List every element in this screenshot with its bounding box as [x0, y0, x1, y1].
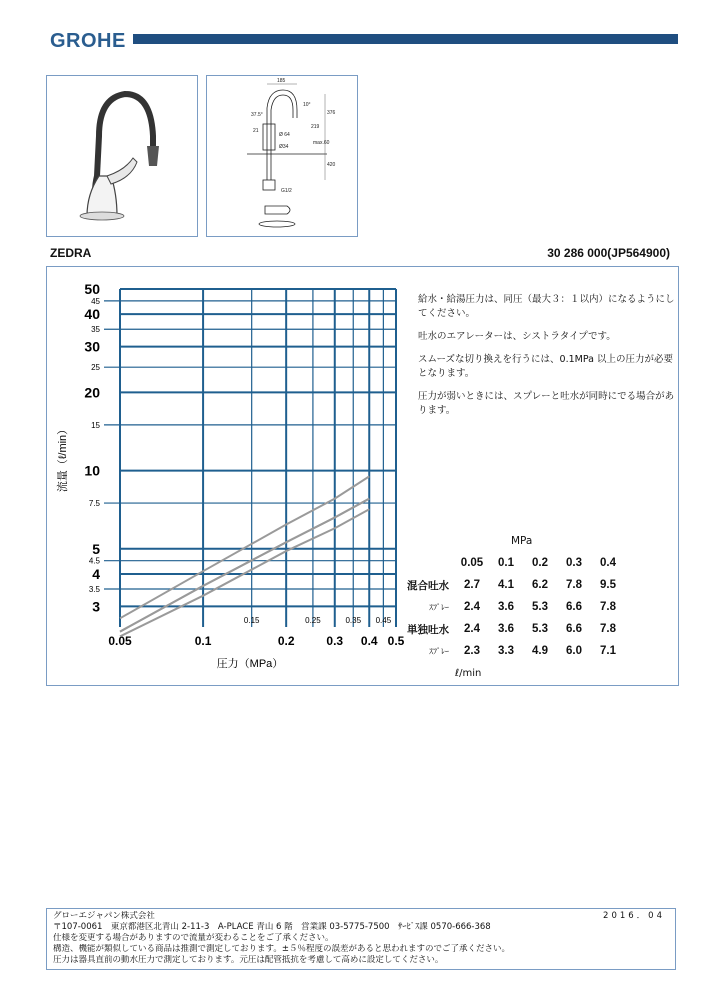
table-cell: 4.1	[498, 579, 514, 591]
dim-label: 10°	[303, 102, 311, 108]
y-tick-label: 3	[92, 598, 100, 615]
table-cell: 6.0	[566, 645, 582, 657]
table-cell: 3.3	[498, 645, 514, 657]
footer-note: 構造、機能が類似している商品は推測で測定しております。±５％程度の誤差があると思われますのでご了承ください。	[53, 944, 510, 954]
footer-note: 圧力は器具直前の動水圧力で測定しております。元圧は配管抵抗を考慮して高めに設定してください。	[53, 955, 444, 965]
table-cell: 5.3	[532, 601, 548, 613]
y-tick-label: 5	[92, 540, 100, 557]
table-cell: 4.9	[532, 645, 548, 657]
x-tick-label: 0.05	[108, 634, 132, 648]
technical-drawing	[206, 75, 358, 237]
note-item: 圧力が弱いときには、スプレーと吐水が同時にでる場合があります。	[418, 391, 675, 416]
x-minor-tick-label: 0.25	[305, 616, 321, 625]
row-label: 混合吐水	[407, 579, 449, 592]
x-tick-label: 0.2	[277, 634, 295, 648]
dim-label: 376	[327, 110, 336, 116]
dim-label: 420	[327, 162, 336, 168]
x-minor-tick-label: 0.35	[345, 616, 362, 625]
grohe-logo: GROHE	[50, 30, 126, 52]
table-pressure-header: 0.05	[460, 557, 484, 569]
table-cell: 6.6	[566, 623, 582, 635]
y-minor-tick-label: 35	[91, 325, 100, 335]
part-number: 30 286 000(JP564900)	[547, 246, 670, 260]
y-minor-tick-label: 25	[91, 363, 100, 373]
note-item: 給水・給湯圧力は、同圧（最大３：１以内）になるようにしてください。	[418, 294, 675, 319]
table-cell: 5.3	[532, 623, 548, 635]
table-cell: 2.3	[464, 645, 480, 657]
table-unit-mpa: MPa	[511, 535, 533, 547]
table-cell: 6.2	[532, 579, 548, 591]
dimension-drawing-icon	[207, 76, 357, 236]
table-cell: 3.6	[498, 623, 514, 635]
table-pressure-header: 0.4	[600, 557, 616, 569]
y-minor-tick-label: 45	[91, 296, 100, 306]
table-pressure-header: 0.2	[532, 557, 548, 569]
y-axis-label: 流量（ℓ/min）	[57, 423, 69, 493]
row-label: ｽﾌﾟﾚｰ	[429, 646, 449, 656]
series-line	[120, 476, 369, 618]
flow-rate-chart	[48, 268, 408, 682]
table-cell: 7.8	[566, 579, 582, 591]
table-cell: 2.4	[464, 623, 480, 635]
row-label: 単独吐水	[407, 623, 449, 636]
y-tick-label: 20	[84, 384, 100, 401]
x-tick-label: 0.5	[387, 634, 405, 648]
dim-label: max.60	[313, 140, 330, 146]
y-minor-tick-label: 4.5	[88, 556, 100, 566]
x-minor-tick-label: 0.45	[375, 616, 392, 625]
table-row	[407, 618, 625, 640]
y-tick-label: 50	[84, 281, 100, 297]
table-row	[407, 574, 625, 596]
note-item: スムーズな切り換えを行うには、0.1MPa 以上の圧力が必要となります。	[418, 354, 673, 379]
footer-address: 〒107-0061 東京都港区北青山 2-11-3 A-PLACE 青山 6 階 営業課 03-5775-7500 ｻｰﾋﾞｽ課 0570-666-368	[53, 922, 491, 932]
series-line	[120, 499, 369, 632]
footer	[46, 908, 676, 970]
table-cell: 2.7	[464, 579, 480, 591]
table-pressure-header: 0.3	[566, 557, 582, 569]
table-row	[407, 640, 625, 662]
table-unit-lmin: ℓ/min	[455, 667, 482, 679]
product-photo	[46, 75, 198, 237]
header-bar	[133, 34, 678, 44]
note-item: 吐水のエアレーターは、シストラタイプです。	[418, 331, 616, 342]
table-row	[407, 596, 625, 618]
dim-label: Ø34	[279, 144, 289, 150]
y-minor-tick-label: 15	[91, 420, 100, 430]
notes	[418, 293, 676, 427]
x-tick-label: 0.1	[194, 634, 212, 648]
dim-label: 37.5°	[251, 112, 263, 118]
y-tick-label: 30	[84, 338, 100, 355]
row-label: ｽﾌﾟﾚｰ	[429, 602, 449, 612]
model-name: ZEDRA	[50, 246, 92, 260]
x-minor-tick-label: 0.15	[243, 616, 260, 625]
table-cell: 3.6	[498, 601, 514, 613]
table-pressure-header: 0.1	[498, 557, 514, 569]
y-tick-label: 10	[84, 462, 100, 479]
y-tick-label: 4	[92, 565, 100, 582]
dim-label: 219	[311, 124, 320, 130]
footer-note: 仕様を変更する場合がありますので流量が変わることをご了承ください。	[53, 933, 334, 943]
table-cell: 6.6	[566, 601, 582, 613]
table-cell: 2.4	[464, 601, 480, 613]
table-cell: 7.8	[600, 623, 616, 635]
y-minor-tick-label: 3.5	[88, 585, 100, 595]
footer-company: グローエジャパン株式会社	[53, 911, 155, 921]
y-minor-tick-label: 7.5	[88, 499, 100, 509]
dim-label: 185	[277, 78, 286, 84]
footer-date: 2016．04	[603, 911, 665, 921]
table-cell: 7.8	[600, 601, 616, 613]
dim-label: Ø 64	[279, 132, 290, 138]
faucet-icon	[47, 76, 197, 236]
dim-label: G1/2	[281, 188, 292, 194]
x-tick-label: 0.3	[326, 634, 344, 648]
x-tick-label: 0.4	[360, 634, 378, 648]
flow-rate-table	[407, 530, 625, 684]
x-axis-label: 圧力（MPa）	[216, 658, 284, 670]
dim-label: 21	[253, 128, 259, 134]
table-cell: 7.1	[600, 645, 616, 657]
table-cell: 9.5	[600, 579, 616, 591]
y-tick-label: 40	[84, 306, 100, 323]
